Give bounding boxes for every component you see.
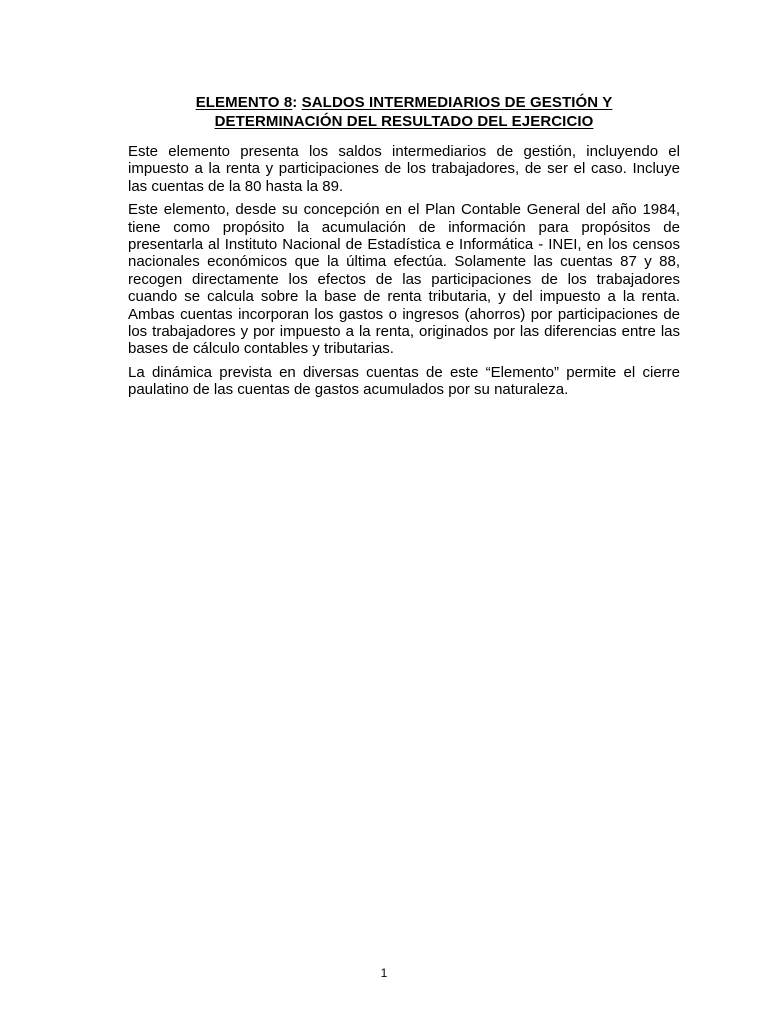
page-number: 1 xyxy=(380,966,388,980)
page-title xyxy=(128,93,680,131)
paragraph-2: Este elemento, desde su concepción en el Plan Contable General del año 1984, tiene como propósito la acumulación de información para propósitos de presentarla al Instituto Nacional de Estadística e Informática - INEI, en los censos nacionales económicos que la última efectúa. Solamente las cuentas 87 y 88, recogen directamente los efectos de las participaciones de los trabajadores cuando se calcula sobre la base de renta tributaria, y del impuesto a la renta. Ambas cuentas incorporan los gastos o ingresos (ahorros) por participaciones de los trabajadores y por impuesto a la renta, originados por las diferencias entre las bases de cálculo contables y tributarias. xyxy=(128,201,680,358)
document-body xyxy=(128,143,680,405)
title-element-number: ELEMENTO 8 xyxy=(195,94,293,111)
paragraph-1: Este elemento presenta los saldos intermediarios de gestión, incluyendo el impuesto a la renta y participaciones de los trabajadores, de ser el caso. Incluye las cuentas de la 80 hasta la 89. xyxy=(128,143,680,195)
title-line-2: DETERMINACIÓN DEL RESULTADO DEL EJERCICIO xyxy=(214,113,594,130)
title-line-1: SALDOS INTERMEDIARIOS DE GESTIÓN Y xyxy=(301,94,613,111)
title-separator: : xyxy=(292,94,302,111)
paragraph-3: La dinámica prevista en diversas cuentas de este “Elemento” permite el cierre paulatino de las cuentas de gastos acumulados por su naturaleza. xyxy=(128,363,680,399)
